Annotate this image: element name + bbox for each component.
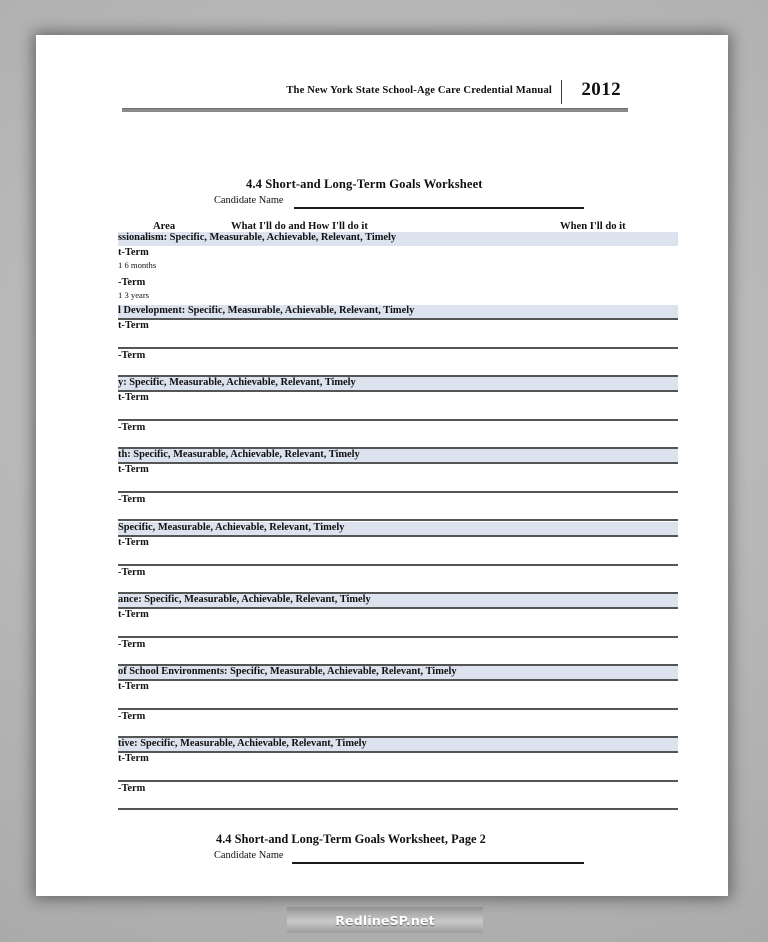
worksheet-title: 4.4 Short-and Long-Term Goals Worksheet: [246, 177, 483, 191]
document-page: [36, 35, 728, 896]
section-band: [118, 594, 678, 608]
column-header-when: When I'll do it: [560, 221, 626, 232]
short-term-answer-line[interactable]: [118, 564, 678, 566]
short-term-label: t-Term: [118, 392, 149, 403]
watermark-text: RedlineSP.net: [335, 912, 435, 928]
short-term-answer-line[interactable]: [118, 780, 678, 782]
section-heading: y: Specific, Measurable, Achievable, Relevant, Timely: [118, 377, 356, 388]
section-heading: th: Specific, Measurable, Achievable, Relevant, Timely: [118, 449, 360, 460]
long-term-label: -Term: [118, 350, 146, 361]
document-content: [36, 35, 728, 896]
short-term-answer-line[interactable]: [118, 347, 678, 349]
section-band: [118, 449, 678, 463]
section-band: [118, 666, 678, 680]
short-term-label: t-Term: [118, 247, 149, 258]
section-band-rule: [118, 751, 678, 753]
section-band-rule: [118, 318, 678, 320]
long-term-label: -Term: [118, 711, 146, 722]
section-band-rule: [118, 390, 678, 392]
section-band-rule: [118, 462, 678, 464]
long-term-label: -Term: [118, 783, 146, 794]
header-rule: [122, 108, 628, 112]
candidate-name-field[interactable]: [294, 207, 584, 209]
section-heading: tive: Specific, Measurable, Achievable, Relevant, Timely: [118, 738, 367, 749]
short-term-answer-line[interactable]: [118, 419, 678, 421]
long-term-note: 1 3 years: [118, 290, 150, 300]
running-header: [36, 35, 728, 107]
section-band-rule: [118, 679, 678, 681]
watermark-bar: [287, 907, 483, 933]
header-divider: [561, 80, 562, 104]
short-term-label: t-Term: [118, 320, 149, 331]
short-term-answer-line[interactable]: [118, 636, 678, 638]
section-band: [118, 232, 678, 246]
footer-candidate-name-field[interactable]: [292, 862, 584, 864]
section-heading: Specific, Measurable, Achievable, Relevant, Timely: [118, 522, 345, 533]
section-heading: ance: Specific, Measurable, Achievable, Relevant, Timely: [118, 594, 371, 605]
section-band-rule: [118, 607, 678, 609]
long-term-label: -Term: [118, 422, 146, 433]
section-band: [118, 522, 678, 536]
section-heading: ssionalism: Specific, Measurable, Achievable, Relevant, Timely: [118, 232, 397, 243]
footer-candidate-name-label: Candidate Name: [214, 850, 284, 861]
section-band-rule: [118, 535, 678, 537]
short-term-label: t-Term: [118, 681, 149, 692]
short-term-answer-line[interactable]: [118, 491, 678, 493]
section-band: [118, 305, 678, 319]
long-term-label: -Term: [118, 639, 146, 650]
section-heading: l Development: Specific, Measurable, Achievable, Relevant, Timely: [118, 305, 415, 316]
manual-title: The New York State School-Age Care Credential Manual: [286, 85, 552, 96]
short-term-label: t-Term: [118, 464, 149, 475]
short-term-note: 1 6 months: [118, 260, 157, 270]
header-year: 2012: [581, 79, 621, 100]
short-term-label: t-Term: [118, 537, 149, 548]
short-term-label: t-Term: [118, 609, 149, 620]
long-term-label: -Term: [118, 567, 146, 578]
column-header-area: Area: [153, 221, 176, 232]
section-heading: of School Environments: Specific, Measurable, Achievable, Relevant, Timely: [118, 666, 457, 677]
footer-title: 4.4 Short-and Long-Term Goals Worksheet, Page 2: [216, 832, 486, 846]
section-band: [118, 738, 678, 752]
final-answer-line[interactable]: [118, 808, 678, 810]
section-band: [118, 377, 678, 391]
long-term-label: -Term: [118, 277, 146, 288]
long-term-label: -Term: [118, 494, 146, 505]
candidate-name-label: Candidate Name: [214, 195, 284, 206]
short-term-answer-line[interactable]: [118, 708, 678, 710]
column-header-what-how: What I'll do and How I'll do it: [231, 221, 368, 232]
short-term-label: t-Term: [118, 753, 149, 764]
